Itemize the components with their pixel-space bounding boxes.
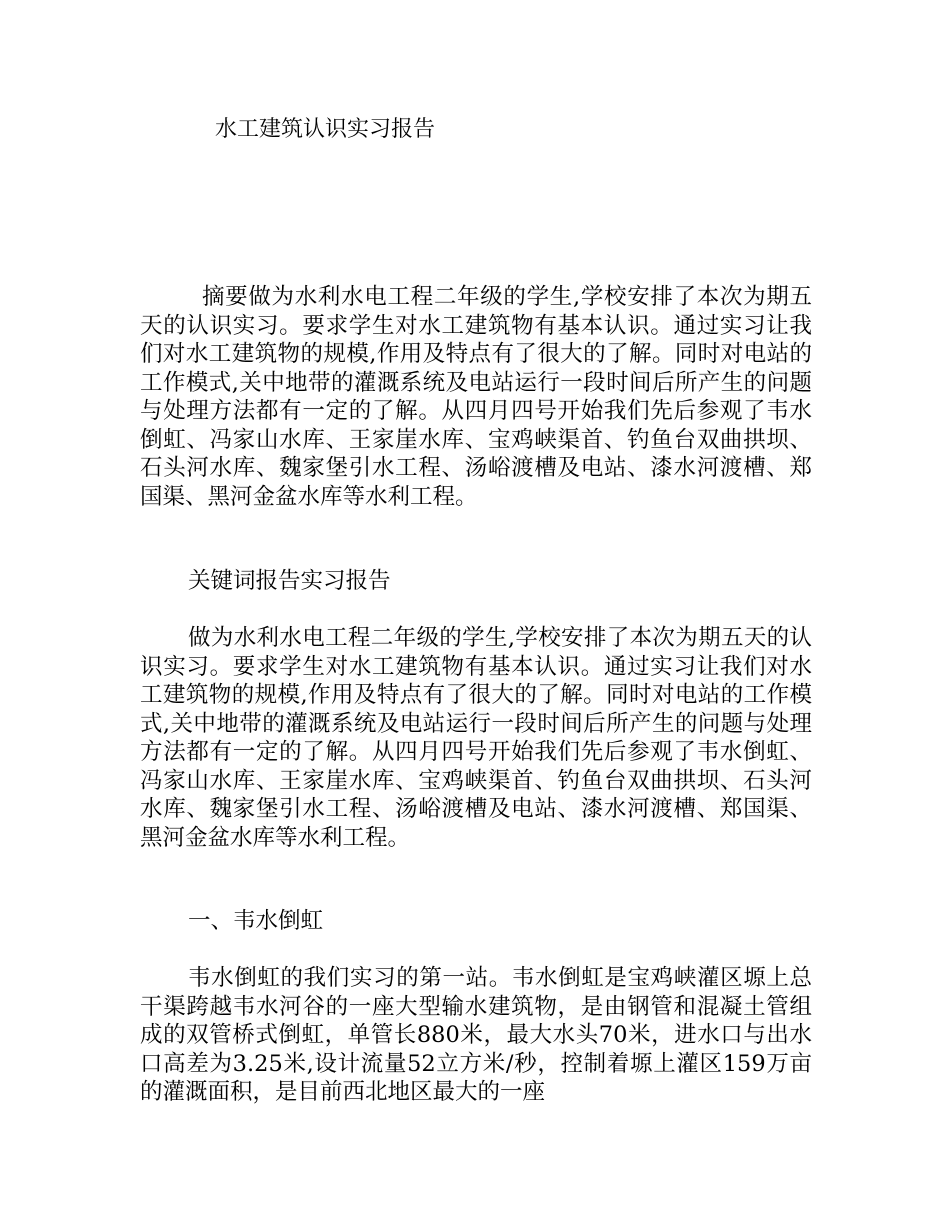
document-title: 水工建筑认识实习报告 — [215, 117, 436, 142]
abstract-paragraph: 摘要做为水利水电工程二年级的学生,学校安排了本次为期五天的认识实习。要求学生对水工建筑物有基本认识。通过实习让我们对水工建筑物的规模,作用及特点有了很大的了解。同时对电站的工作模式,关中地带的灌溉系统及电站运行一段时间后所产生的问题与处理方法都有一定的了解。从四月四号开始我们先后参观了韦水倒虹、冯家山水库、王家崖水库、宝鸡峡渠首、钓鱼台双曲拱坝、石头河水库、魏家堡引水工程、汤峪渡槽及电站、漆水河渡槽、郑国渠、黑河金盆水库等水利工程。 — [140, 284, 812, 510]
section-heading: 一、韦水倒虹 — [188, 908, 324, 934]
intro-paragraph: 做为水利水电工程二年级的学生,学校安排了本次为期五天的认识实习。要求学生对水工建筑物有基本认识。通过实习让我们对水工建筑物的规模,作用及特点有了很大的了解。同时对电站的工作模式,关中地带的灌溉系统及电站运行一段时间后所产生的问题与处理方法都有一定的了解。从四月四号开始我们先后参观了韦水倒虹、冯家山水库、王家崖水库、宝鸡峡渠首、钓鱼台双曲拱坝、石头河水库、魏家堡引水工程、汤峪渡槽及电站、漆水河渡槽、郑国渠、黑河金盆水库等水利工程。 — [140, 625, 812, 851]
section-paragraph: 韦水倒虹的我们实习的第一站。韦水倒虹是宝鸡峡灌区塬上总干渠跨越韦水河谷的一座大型输水建筑物，是由钢管和混凝土管组成的双管桥式倒虹，单管长880米，最大水头70米，进水口与出水口高差为3.25米,设计流量52立方米/秒，控制着塬上灌区159万亩的灌溉面积，是目前西北地区最大的一座 — [140, 965, 812, 1105]
keywords-line: 关键词报告实习报告 — [188, 568, 391, 594]
